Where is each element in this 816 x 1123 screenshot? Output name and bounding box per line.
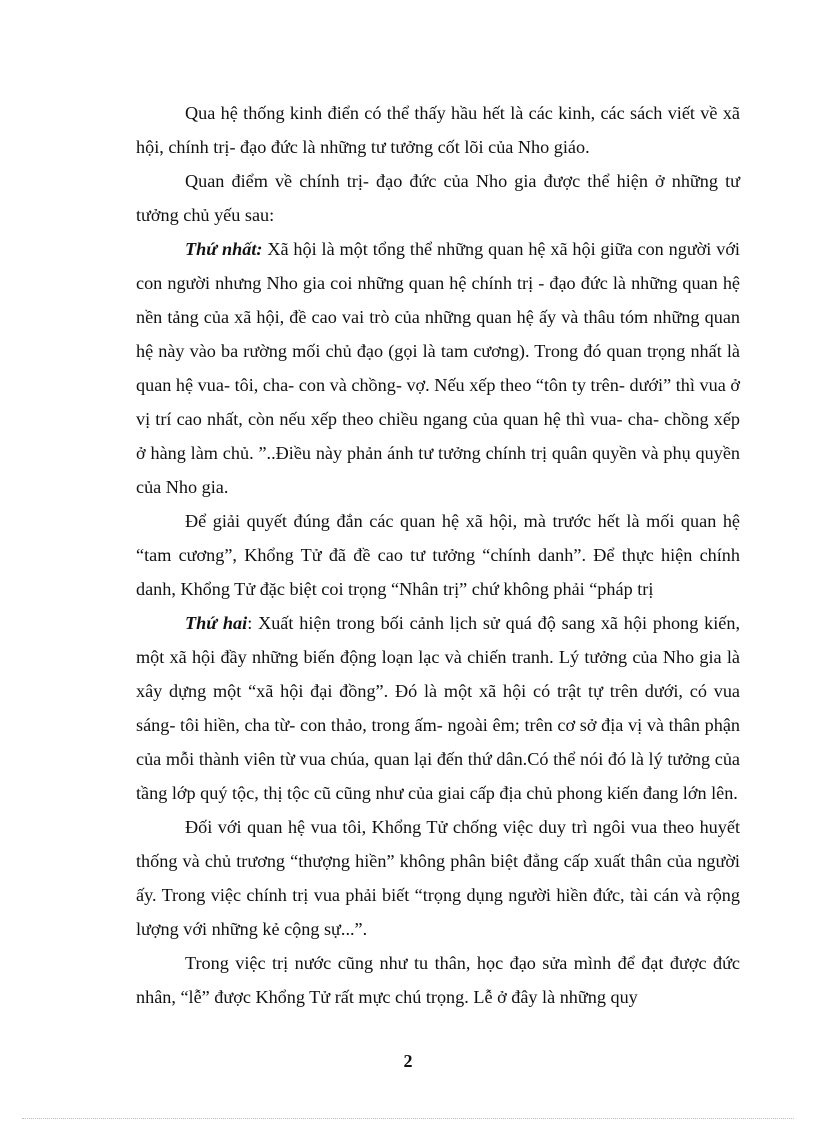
paragraph-4 xyxy=(136,504,740,606)
document-body xyxy=(136,96,740,1014)
paragraph-lead: Thứ hai xyxy=(185,613,248,633)
paragraph-text: Trong việc trị nước cũng như tu thân, học đạo sửa mình để đạt được đức nhân, “lễ” được Khổng Tử rất mực chú trọng. Lễ ở đây là những quy xyxy=(136,953,740,1007)
paragraph-lead: Thứ nhất: xyxy=(185,239,263,259)
paragraph-6 xyxy=(136,810,740,946)
paragraph-5 xyxy=(136,606,740,810)
paragraph-text: Qua hệ thống kinh điển có thể thấy hầu hết là các kinh, các sách viết về xã hội, chính trị- đạo đức là những tư tưởng cốt lõi của Nho giáo. xyxy=(136,103,740,157)
paragraph-text: Quan điểm về chính trị- đạo đức của Nho gia được thể hiện ở những tư tưởng chủ yếu sau: xyxy=(136,171,740,225)
paragraph-7 xyxy=(136,946,740,1014)
paragraph-text: Để giải quyết đúng đắn các quan hệ xã hội, mà trước hết là mối quan hệ “tam cương”, Khổng Tử đã đề cao tư tưởng “chính danh”. Để thực hiện chính danh, Khổng Tử đặc biệt coi trọng “Nhân trị” chứ không phải “pháp trị xyxy=(136,511,740,599)
paragraph-1 xyxy=(136,96,740,164)
paragraph-2 xyxy=(136,164,740,232)
page-bottom-divider xyxy=(22,1118,794,1119)
paragraph-text: : Xuất hiện trong bối cảnh lịch sử quá độ sang xã hội phong kiến, một xã hội đầy những biến động loạn lạc và chiến tranh. Lý tưởng của Nho gia là xây dựng một “xã hội đại đồng”. Đó là một xã hội có trật tự trên dưới, có vua sáng- tôi hiền, cha từ- con thảo, trong ấm- ngoài êm; trên cơ sở địa vị và thân phận của mỗi thành viên từ vua chúa, quan lại đến thứ dân.Có thể nói đó là lý tưởng của tầng lớp quý tộc, thị tộc cũ cũng như của giai cấp địa chủ phong kiến đang lớn lên. xyxy=(136,613,740,803)
paragraph-text: Đối với quan hệ vua tôi, Khổng Tử chống việc duy trì ngôi vua theo huyết thống và chủ trương “thượng hiền” không phân biệt đẳng cấp xuất thân của người ấy. Trong việc chính trị vua phải biết “trọng dụng người hiền đức, tài cán và rộng lượng với những kẻ cộng sự...”. xyxy=(136,817,740,939)
paragraph-text: Xã hội là một tổng thể những quan hệ xã hội giữa con người với con người nhưng Nho gia coi những quan hệ chính trị - đạo đức là những quan hệ nền tảng của xã hội, đề cao vai trò của những quan hệ ấy và thâu tóm những quan hệ này vào ba rường mối chủ đạo (gọi là tam cương). Trong đó quan trọng nhất là quan hệ vua- tôi, cha- con và chồng- vợ. Nếu xếp theo “tôn ty trên- dưới” thì vua ở vị trí cao nhất, còn nếu xếp theo chiều ngang của quan hệ thì vua- cha- chồng xếp ở hàng làm chủ. ”..Điều này phản ánh tư tưởng chính trị quân quyền và phụ quyền của Nho gia. xyxy=(136,239,740,497)
paragraph-3 xyxy=(136,232,740,504)
page-number: 2 xyxy=(403,1051,413,1071)
